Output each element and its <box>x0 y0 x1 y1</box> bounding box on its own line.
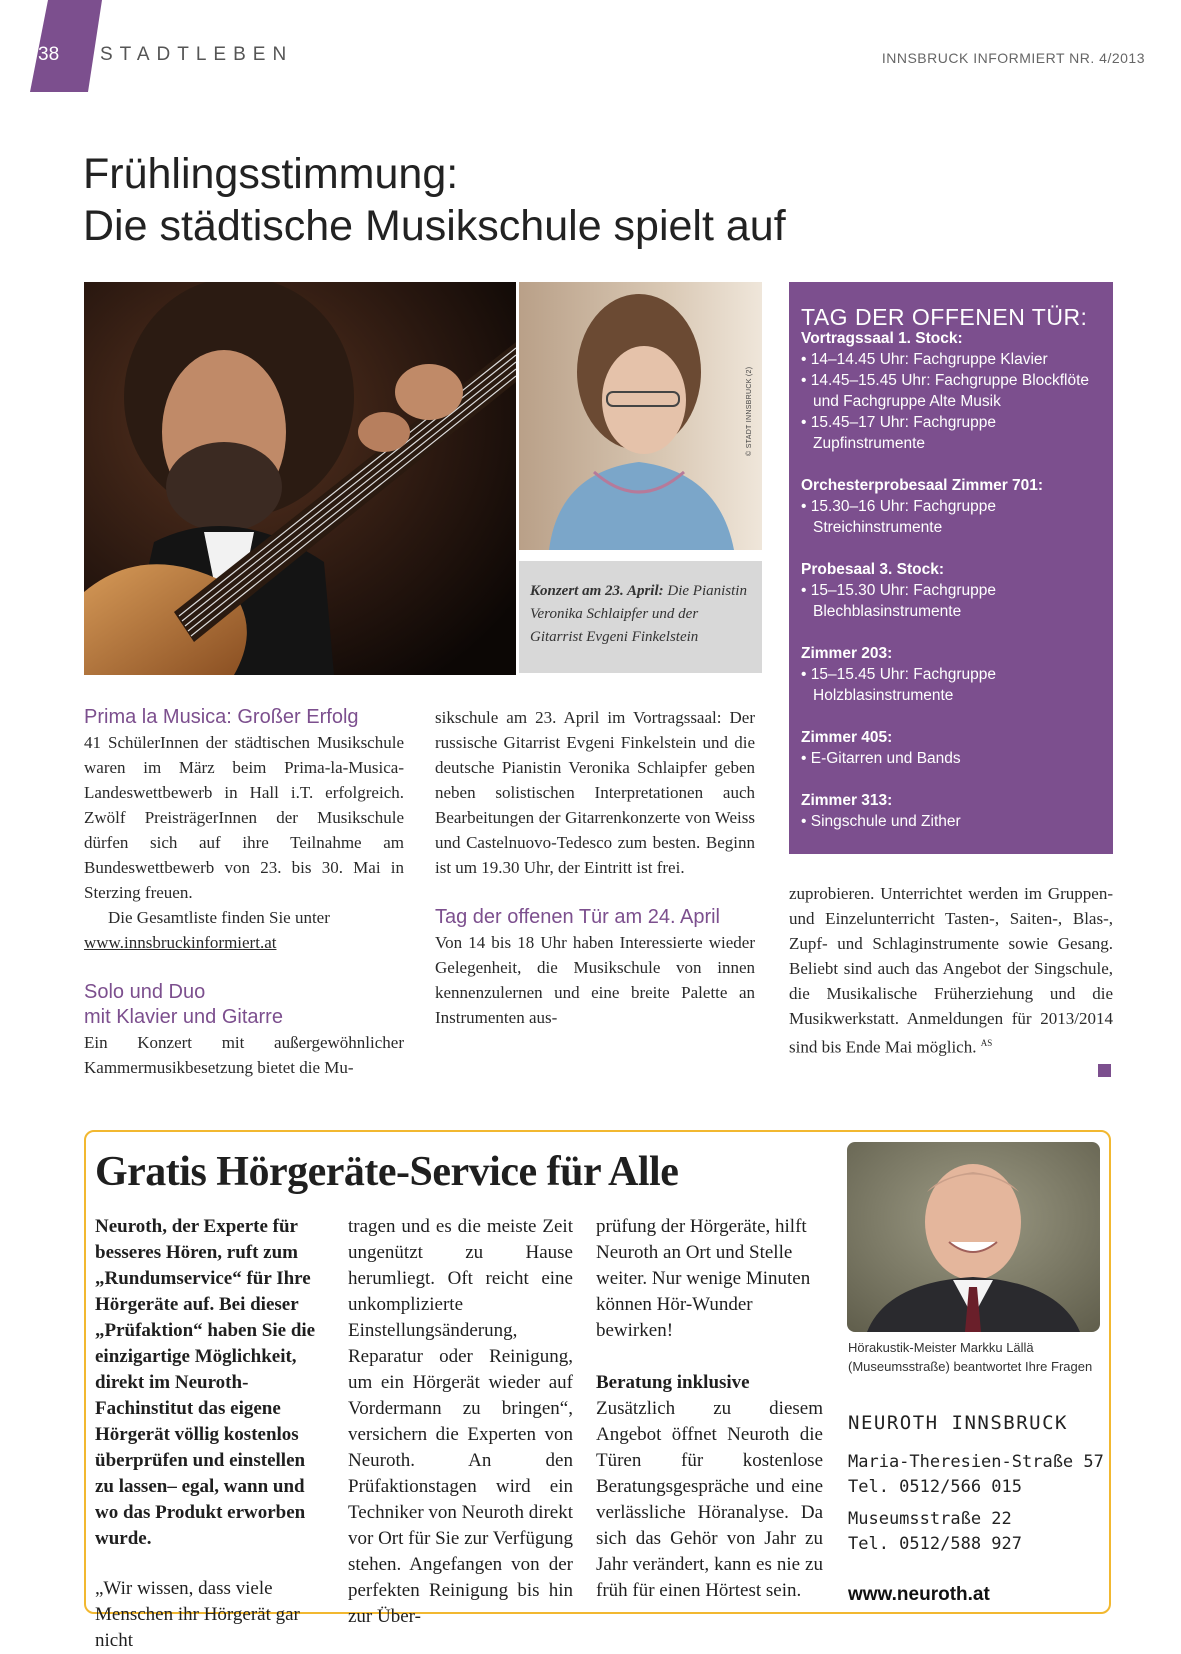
ad-col3-text2: Zusätzlich zu diesem Angebot öffnet Neuroth die Türen für kostenlose Beratungsgespräche und eine verlässliche Höranalyse. Da sich das Gehör von Jahr zu Jahr verändert, kann es nie zu früh für einen Hörtest sein. <box>596 1398 823 1601</box>
infobox-schedule <box>801 328 1101 832</box>
infobox-item: • 15–15.30 Uhr: Fachgruppe Blechblasinstrumente <box>801 582 996 620</box>
guitarist-photo <box>84 282 516 675</box>
address-1: Maria-Theresien-Straße 57 <box>848 1452 1104 1472</box>
neuroth-website-link[interactable]: www.neuroth.at <box>848 1584 990 1605</box>
infobox-room-title: Vortragssaal 1. Stock: <box>801 330 963 347</box>
infobox-item: • 15–15.45 Uhr: Fachgruppe Holzblasinstrumente <box>801 666 996 704</box>
phone-1: Tel. 0512/566 015 <box>848 1477 1022 1497</box>
ad-column-2 <box>348 1214 573 1630</box>
open-day-heading: Tag der offenen Tür am 24. April <box>435 906 720 928</box>
infobox-room-title: Zimmer 313: <box>801 792 893 809</box>
article-column-3 <box>789 881 1113 1060</box>
open-day-text-part1: Von 14 bis 18 Uhr haben Interessierte wieder Gelegenheit, die Musikschule von innen kennenzulernen und eine breite Palette an Instrumenten aus- <box>435 933 755 1027</box>
infobox-room-title: Orchesterprobesaal Zimmer 701: <box>801 477 1044 494</box>
author-initials: AS <box>980 1038 993 1048</box>
address-2: Museumsstraße 22 <box>848 1509 1012 1529</box>
caption-text: Die Pianistin Veronika Schlaipfer und der Gitarrist Evgeni Finkelstein <box>530 583 747 645</box>
page-number: 38 <box>38 44 60 65</box>
phone-2: Tel. 0512/588 927 <box>848 1534 1022 1554</box>
ad-title: Gratis Hörgeräte-Service für Alle <box>95 1149 679 1195</box>
infobox-heading: TAG DER OFFENEN TÜR: <box>801 304 1088 330</box>
list-text: Die Gesamtliste finden Sie unter <box>108 908 330 927</box>
issue-label: INNSBRUCK INFORMIERT NR. 4/2013 <box>881 50 1145 66</box>
ad-col3-text: prüfung der Hörgeräte, hilft Neuroth an Ort und Stelle weiter. Nur wenige Minuten können Hör-Wunder bewirken! <box>596 1216 811 1341</box>
ad-quote-start: „Wir wissen, dass viele Menschen ihr Hörgerät gar nicht <box>95 1578 300 1651</box>
ad-col3-heading: Beratung inklusive <box>596 1372 750 1393</box>
solo-text-part2: sikschule am 23. April im Vortragssaal: Der russische Gitarrist Evgeni Finkelstein und die deutsche Pianistin Veronika Schlaipfer geben neben solistischen Interpretationen auch Bearbeitungen der Gitarrenkonzerte von Weiss und Castelnuovo-Tedesco zum besten. Beginn ist um 19.30 Uhr, der Eintritt ist frei. <box>435 708 755 877</box>
acoustician-photo <box>847 1142 1100 1332</box>
neuroth-brand: NEUROTH INNSBRUCK <box>848 1412 1068 1434</box>
infobox-room-title: Zimmer 405: <box>801 729 893 746</box>
ad-intro: Neuroth, der Experte für besseres Hören, ruft zum „Rundumservice“ für Ihre Hörgeräte auf. Bei dieser „Prüfaktion“ haben Sie die einzigartige Möglichkeit, direkt im Neuroth-Fachinstitut das eigene Hörgerät völlig kostenlos überprüfen und einstellen zu lassen– egal, wann und wo das Produkt erworben wurde. <box>95 1216 316 1549</box>
article-title-line2: Die städtische Musikschule spielt auf <box>83 202 786 250</box>
pianist-photo <box>519 282 762 550</box>
solo-heading-line2: mit Klavier und Gitarre <box>84 1006 283 1028</box>
infobox-item: • 15.30–16 Uhr: Fachgruppe Streichinstrumente <box>801 498 996 536</box>
prima-text: 41 SchülerInnen der städtischen Musikschule waren im März beim Prima-la-Musica-Landeswettbewerb in Hall i.T. erfolgreich. Zwölf PreisträgerInnen der Musikschule dürfen sich auf ihre Teilnahme am Bundeswettbewerb von 23. bis 30. Mai in Sterzing freuen. <box>84 733 404 902</box>
article-column-2 <box>435 705 755 1030</box>
photo-caption <box>530 580 752 649</box>
solo-text-part1: Ein Konzert mit außergewöhnlicher Kammermusikbesetzung bietet die Mu- <box>84 1033 404 1077</box>
open-day-infobox <box>789 282 1113 854</box>
infobox-item: • 15.45–17 Uhr: Fachgruppe Zupfinstrumente <box>801 414 996 452</box>
article-title-line1: Frühlingsstimmung: <box>83 150 459 198</box>
infobox-item: • E-Gitarren und Bands <box>801 750 961 767</box>
ad-photo-caption: Hörakustik-Meister Markku Lällä (Museumsstraße) beantwortet Ihre Fragen <box>848 1340 1093 1374</box>
infobox-room-title: Probesaal 3. Stock: <box>801 561 945 578</box>
ad-col2-text: tragen und es die meiste Zeit ungenützt zu Hause herumliegt. Oft reicht eine unkomplizierte Einstellungsänderung, Reparatur oder Reinigung, um ein Hörgerät wieder auf Vordermann zu bringen“, versichern die Experten von Neuroth. An den Prüfaktionstagen wird ein Techniker von Neuroth direkt vor Ort für Sie zur Verfügung stehen. Angefangen von der perfekten Reinigung bis hin zur Über- <box>348 1216 574 1627</box>
caption-lead: Konzert am 23. April: <box>530 583 664 599</box>
ad-column-3 <box>596 1214 823 1604</box>
infobox-item: • Singschule und Zither <box>801 813 961 830</box>
infobox-item: • 14.45–15.45 Uhr: Fachgruppe Blockflöte und Fachgruppe Alte Musik <box>801 372 1090 410</box>
ad-column-1 <box>95 1214 323 1654</box>
innsbruck-informiert-link[interactable]: www.innsbruckinformiert.at <box>84 933 277 952</box>
solo-heading-line1: Solo und Duo <box>84 981 206 1003</box>
photo-credit: © STADT INNSBRUCK (2) <box>746 366 753 456</box>
article-title <box>83 148 786 252</box>
infobox-item: • 14–14.45 Uhr: Fachgruppe Klavier <box>801 351 1048 368</box>
prima-heading: Prima la Musica: Großer Erfolg <box>84 706 359 728</box>
infobox-room-title: Zimmer 203: <box>801 645 893 662</box>
article-column-1 <box>84 705 404 1080</box>
open-day-text-part2: zuprobieren. Unterrichtet werden im Gruppen- und Einzelunterricht Tasten-, Saiten-, Blas-, Zupf- und Schlaginstrumente sowie Gesang. Beliebt sind auch das Angebot der Singschule, die Musikalische Früherziehung und die Musikwerkstatt. Anmeldungen für 2013/2014 sind bis Ende Mai möglich. <box>789 884 1113 1057</box>
section-label: STADTLEBEN <box>100 44 294 65</box>
article-end-mark <box>1098 1064 1111 1077</box>
